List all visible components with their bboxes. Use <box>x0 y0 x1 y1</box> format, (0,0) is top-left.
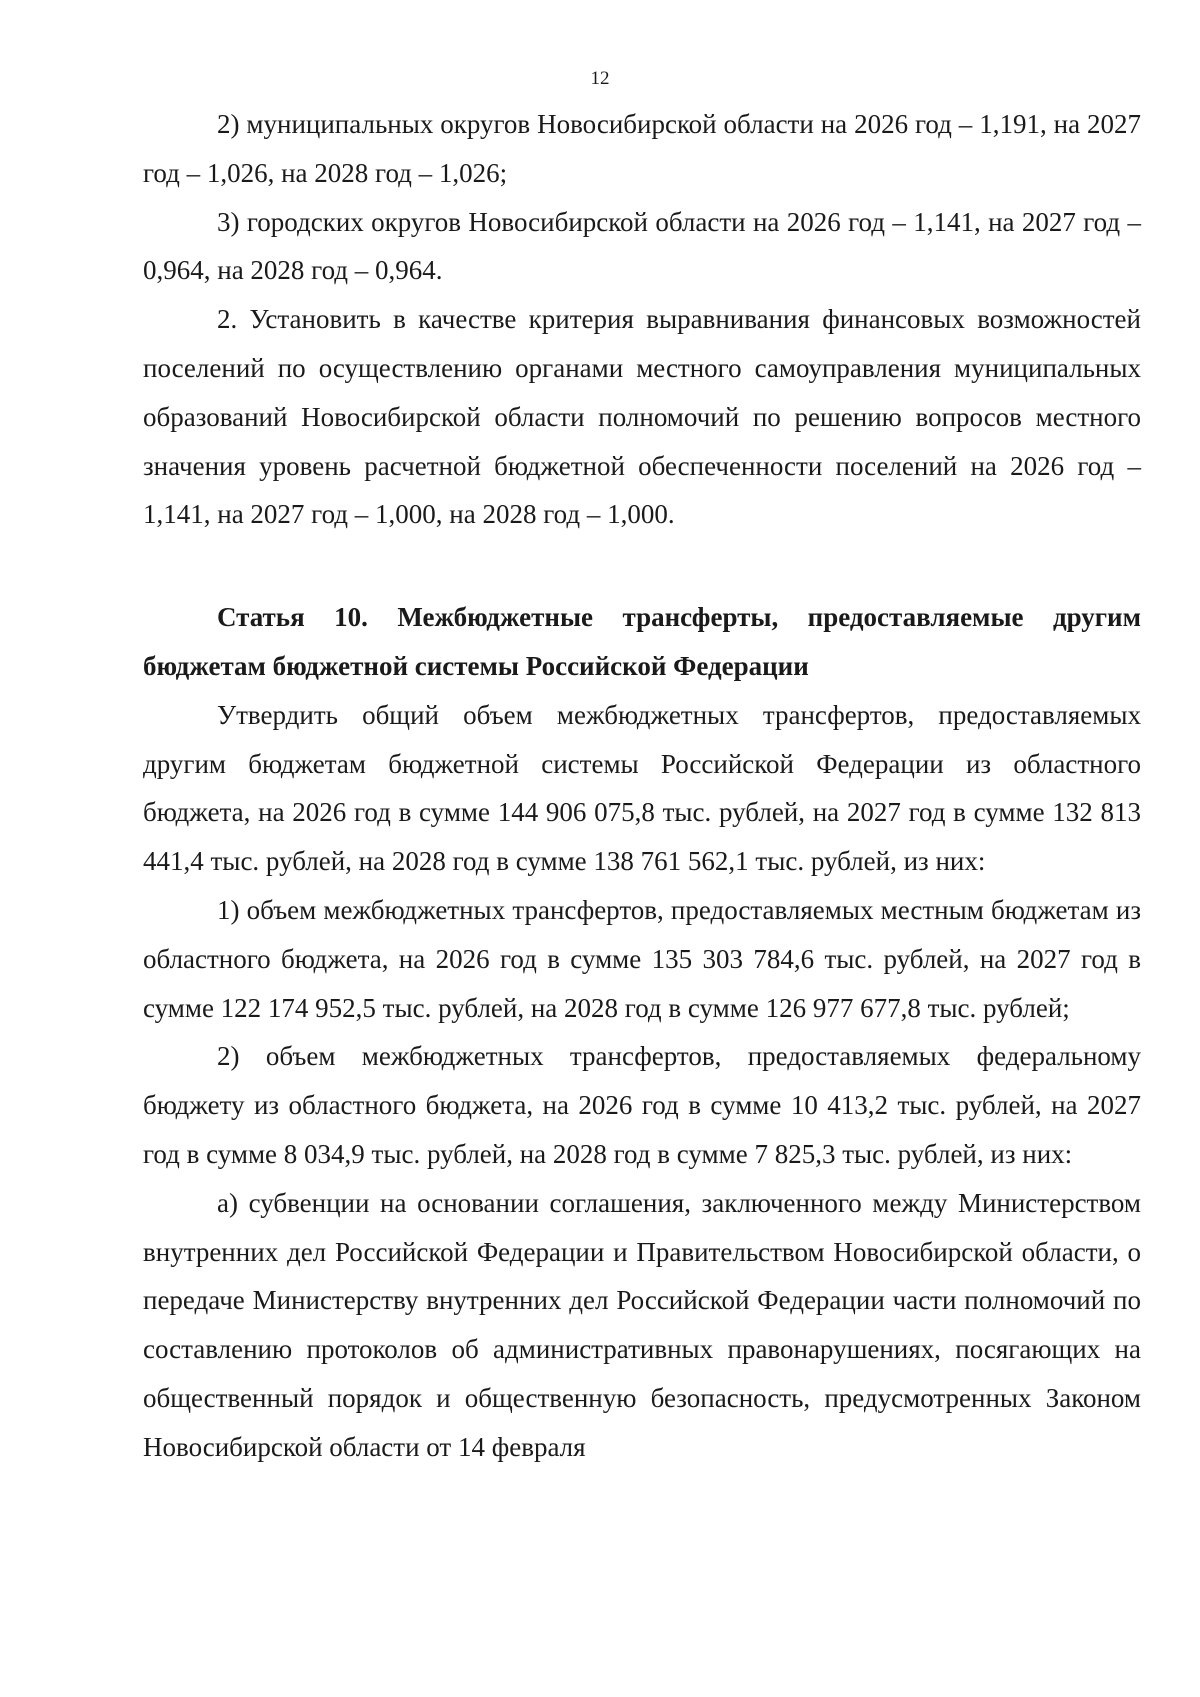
paragraph-equalization-criterion: 2. Установить в качестве критерия выравнивания финансовых возможностей поселений по осуществлению органами местного самоуправления муниципальных образований Новосибирской области полномочий по решению вопросов местного значения уровень расчетной бюджетной обеспеченности поселений на 2026 год – 1,141, на 2027 год – 1,000, на 2028 год – 1,000. <box>143 304 1141 530</box>
article-heading: Статья 10. Межбюджетные трансферты, предоставляемые другим бюджетам бюджетной системы Российской Федерации <box>143 602 1141 681</box>
paragraph-municipal-districts: 2) муниципальных округов Новосибирской области на 2026 год – 1,191, на 2027 год – 1,026, на 2028 год – 1,026; <box>143 109 1141 188</box>
document-body <box>143 100 1141 1472</box>
paragraph-local-budgets: 1) объем межбюджетных трансфертов, предоставляемых местным бюджетам из областного бюджета, на 2026 год в сумме 135 303 784,6 тыс. рублей, на 2027 год в сумме 122 174 952,5 тыс. рублей, на 2028 год в сумме 126 977 677,8 тыс. рублей; <box>143 894 1141 1023</box>
paragraph-total-transfers: Утвердить общий объем межбюджетных трансфертов, предоставляемых другим бюджетам бюджетной системы Российской Федерации из областного бюджета, на 2026 год в сумме 144 906 075,8 тыс. рублей, на 2027 год в сумме 132 813 441,4 тыс. рублей, на 2028 год в сумме 138 761 562,1 тыс. рублей, из них: <box>143 699 1141 877</box>
paragraph-city-districts: 3) городских округов Новосибирской области на 2026 год – 1,141, на 2027 год – 0,964, на 2028 год – 0,964. <box>143 206 1141 286</box>
section-spacer <box>143 539 1141 593</box>
paragraph-federal-budget: 2) объем межбюджетных трансфертов, предоставляемых федеральному бюджету из областного бюджета, на 2026 год в сумме 10 413,2 тыс. рублей, на 2027 год в сумме 8 034,9 тыс. рублей, на 2028 год в сумме 7 825,3 тыс. рублей, из них: <box>143 1041 1141 1169</box>
paragraph-subventions: а) субвенции на основании соглашения, заключенного между Министерством внутренних дел Российской Федерации и Правительством Новосибирской области, о передаче Министерству внутренних дел Российской Федерации части полномочий по составлению протоколов об административных правонарушениях, посягающих на общественный порядок и общественную безопасность, предусмотренных Законом Новосибирской области от 14 февраля <box>143 1187 1141 1462</box>
page-number: 12 <box>590 68 610 89</box>
